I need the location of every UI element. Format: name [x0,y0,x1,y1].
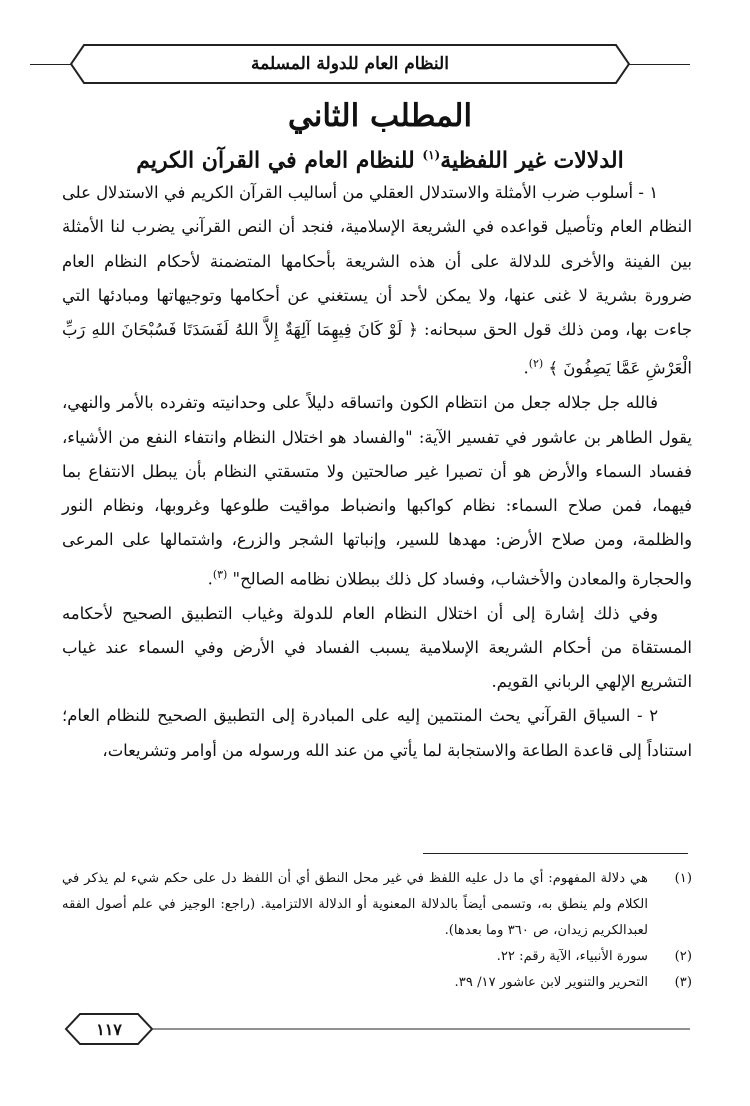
footnote-text: سورة الأنبياء، الآية رقم: ٢٢. [496,949,648,964]
paragraph [62,176,692,386]
paragraph [62,386,692,596]
paragraph: ٢ - السياق القرآني يحث المنتمين إليه على المبادرة إلى التطبيق الصحيح للنظام العام؛ استناداً إلى قاعدة الطاعة والاستجابة لما يأتي من عند الله ورسوله من أوامر وتشريعات، [62,706,692,760]
footnote-ref-1: (١) [422,148,441,162]
footnotes [62,866,692,996]
footnote-text: التحرير والتنوير لابن عاشور ١٧/ ٣٩. [454,975,648,990]
footnote-number: (٢) [674,949,692,964]
footnote-ref-2: (٢) [528,357,544,371]
paragraph-text: ١ - أسلوب ضرب الأمثلة والاستدلال العقلي من أساليب القرآن الكريم في الاستدلال على النظام العام وتأصيل قواعده في الشريعة الإسلامية، فنجد أن النص القرآني يضرب لنا الأمثلة بين الفينة والأخرى للدلالة على أن هذه الشريعة بأحكامها المتضمنة لأحكام النظام العام ضرورة بشرية لا غنى عنها، ولا يمكن لأحد أن يستغني عن أحكامها وتوجيهاتها ومبادئها التي جاءت بها، ومن ذلك قول الحق سبحانه: ﴿ لَوْ كَانَ فِيهِمَا آلِهَةٌ إِلاَّ اللهُ لَفَسَدَتَا فَسُبْحَانَ اللهِ رَبِّ الْعَرْشِ عَمَّا يَصِفُونَ ﴾ [62,183,693,378]
footnote-ref-3: (٣) [212,567,228,581]
page-number: ١١٧ [96,1020,122,1039]
subtitle-main: الدلالات غير اللفظية [440,147,624,174]
body-text [62,176,692,768]
running-title: النظام العام للدولة المسلمة [251,54,449,74]
footnote-text: هي دلالة المفهوم: أي ما دل عليه اللفظ في غير محل النطق أي أن اللفظ دل على حكم شيء لم يذكر في الكلام ولم ينطق به، وتسمى أيضاً بالدلالة المعنوية أو الدلالة الالتزامية. (راجع: الوجيز في علم أصول الفقه لعبدالكريم زيدان، ص ٣٦٠ وما بعدها). [62,871,648,938]
footnote-item [62,866,692,944]
page-footer [30,1012,690,1046]
subtitle-rest: للنظام العام في القرآن الكريم [136,147,423,174]
paragraph-end: . [207,569,213,589]
paragraph-text: فالله جل جلاله جعل من انتظام الكون واتساقه دليلاً على وحدانيته وتفرده بالأمر والنهي، يقول الطاهر بن عاشور في تفسير الآية: "والفساد هو اختلال النظام وانتفاء النفع من الأشياء، ففساد السماء والأرض هو أن تصيرا غير صالحتين ولا متسقتي النظام بأن يبطل الانتفاع بما فيهما، فمن صلاح السماء: نظام كواكبها وانضباط مواقيت طلوعها وغروبها، ونظام النور والظلمة، ومن صلاح الأرض: مهدها للسير، وإنباتها الشجر والزرع، واشتمالها على المرعى والحجارة والمعادن والأخشاب، وفساد كل ذلك ببطلان نظامه الصالح" [62,393,692,589]
section-title: المطلب الثاني [287,98,473,134]
footnote-number: (٣) [674,975,692,990]
footnote-separator [423,853,688,854]
section-subtitle [60,138,700,177]
footnote-item [62,944,692,970]
footnote-number: (١) [674,871,692,886]
paragraph-end: . [523,358,529,378]
paragraph: وفي ذلك إشارة إلى أن اختلال النظام العام للدولة وغياب التطبيق الصحيح لأحكامه المستقاة من أحكام الشريعة الإسلامية يسبب الفساد في الأرض وفي السماء عند غياب التشريع الإلهي الرباني القويم. [62,603,692,692]
running-header [70,44,630,84]
footnote-item [62,970,692,996]
